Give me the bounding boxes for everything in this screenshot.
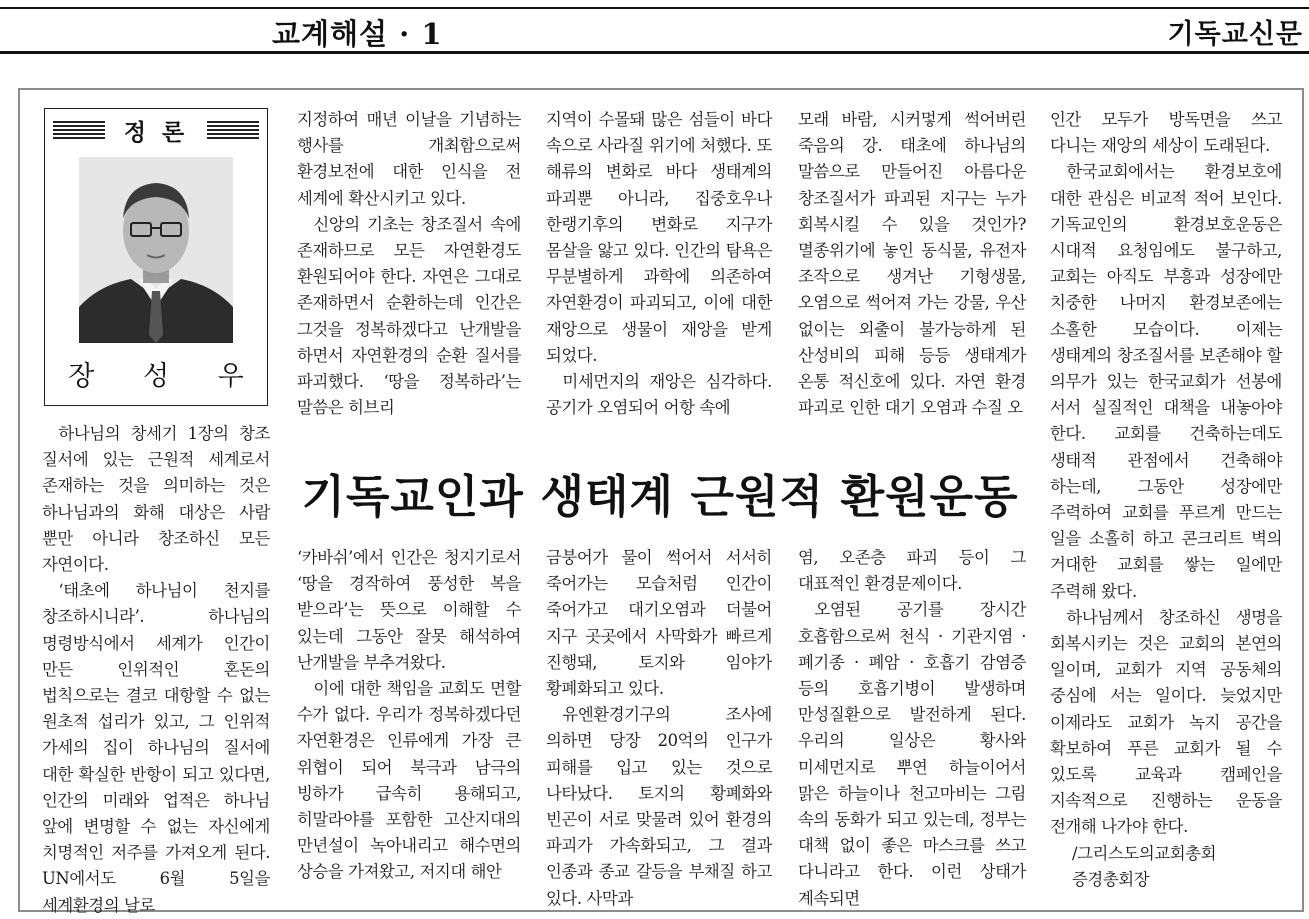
paragraph: 금붕어가 물이 썩어서 서서히 죽어가는 모습처럼 인간이 죽어가고 대기오염과 더불어 지구 곳곳에서 사막화가 빠르게 진행돼, 토지와 임야가 황폐화되고 있다.	[546, 548, 772, 699]
category-label: 정 론	[123, 119, 189, 146]
column-2-upper	[297, 107, 521, 421]
section-title: 교계해설 · 1	[272, 17, 443, 51]
paragraph: 하나님께서 창조하신 생명을 회복시키는 것은 교회의 본연의 일이며, 교회가 지역 공동체의 중심에 서는 일이다. 늦었지만 이제라도 교회가 녹지 공간을 확보하여 푸른 교회가 될 수 있도록 교육과 캠페인을 지속적으로 진행하는 운동을 전개해 나가야 한다.	[1050, 607, 1282, 837]
author-portrait-icon	[79, 157, 233, 343]
header-bottom-rule	[0, 51, 1309, 54]
paragraph: 오염된 공기를 장시간 호흡함으로써 천식 · 기관지염 · 폐기종 · 폐암 · 호흡기 감염증 등의 호흡기병이 발생하며 만성질환으로 발전하게 된다. 우리의 일상은 황사와 미세먼지로 뿌연 하늘이어서 맑은 하늘이나 천고마비는 그림 속의 동화가 되고 있는데, 정부는 대책 없이 좋은 마스크를 쓰고 다니라고 한다. 이런 상태가 계속되면	[798, 600, 1026, 908]
paragraph: 이에 대한 책임을 교회도 면할 수가 없다. 우리가 정복하겠다던 자연환경은 인류에게 가장 큰 위협이 되어 북극과 남극의 빙하가 급속히 용해되고, 히말라야를 포함한 고산지대의 만년설이 녹아내리고 해수면의 상승을 가져왔고, 저지대 해안	[297, 679, 521, 882]
column-5	[1050, 107, 1282, 893]
column-2-lower	[297, 545, 521, 886]
column-1	[42, 421, 270, 919]
article-headline: 기독교인과 생태계 근원적 환원운동	[301, 470, 1019, 523]
author-name: 장 성 우	[68, 361, 264, 392]
column-3-lower	[546, 545, 772, 912]
paragraph: 지역이 수몰돼 많은 섬들이 바다 속으로 사라질 위기에 처했다. 또 해류의 변화로 바다 생태계의 파괴뿐 아니라, 집중호우나 한랭기후의 변화로 지구가 몸살을 앓고 있다. 인간의 탐욕은 무분별하게 과학에 의존하여 자연환경이 파괴되고, 이에 대한 재앙으로 생물이 재앙을 받게 되었다.	[546, 110, 772, 365]
column-3-upper	[546, 107, 772, 421]
paragraph: 인간 모두가 방독면을 쓰고 다니는 재앙의 세상이 도래된다.	[1050, 110, 1282, 156]
header-top-rule	[0, 7, 1309, 9]
column-4-lower	[798, 545, 1026, 912]
paragraph: ‘카바쉬’에서 인간은 청지기로서 ‘땅을 경작하여 풍성한 복을 받으라’는 뜻으로 이해할 수 있는데 그동안 잘못 해석하여 난개발을 부추겨왔다.	[297, 548, 521, 672]
paragraph: 모래 바람, 시커멓게 썩어버린 죽음의 강. 태초에 하나님의 말씀으로 만들어진 아름다운 창조질서가 파괴된 지구는 누가 회복시킬 수 있을 것인가? 멸종위기에 놓인 동식물, 유전자 조작으로 생겨난 기형생물, 오염으로 썩어져 가는 강물, 우산 없이는 외출이 불가능하게 된 산성비의 피해 등등 생태계가 온통 적신호에 있다. 자연 환경 파괴로 인한 대기 오염과 수질 오	[798, 110, 1026, 418]
paragraph: ‘태초에 하나님이 천지를 창조하시니라’. 하나님의 명령방식에서 세계가 인간이 만든 인위적인 혼돈의 법칙으로는 결코 대항할 수 없는 원초적 섭리가 있고, 그 인위적 가세의 집이 하나님의 질서에 대한 확실한 반항이 되고 있다면, 인간의 미래와 업적은 하나님 앞에 변명할 수 없는 자신에게 치명적인 저주를 가져오게 된다. UN에서도 6월 5일을 세계환경의 날로	[42, 581, 270, 915]
paragraph: 한국교회에서는 환경보호에 대한 관심은 비교적 적어 보인다. 기독교인의 환경보호운동은 시대적 요청임에도 불구하고, 교회는 아직도 부흥과 성장에만 치중한 나머지 환경보존에는 소홀한 모습이다. 이제는 생태계의 창조질서를 보존해야 할 의무가 있는 한국교회가 선봉에 서서 실질적인 대책을 내놓아야 한다. 교회를 건축하는데도 생태적 관점에서 건축해야 하는데, 그동안 성장에만 주력하여 교회를 푸르게 만드는 일을 소홀히 하고 콘크리트 벽의 거대한 교회를 쌓는 일에만 주력해 왔다.	[1050, 162, 1282, 601]
paragraph: 염, 오존층 파괴 등이 그 대표적인 환경문제이다.	[798, 548, 1026, 594]
paragraph: 유엔환경기구의 조사에 의하면 당장 20억의 인구가 피해를 입고 있는 것으로 나타났다. 토지의 황폐화와 빈곤이 서로 맞물려 있어 환경의 파괴가 가속화되고, 그 결과 인종과 종교 갈등을 부채질 하고 있다. 사막과	[546, 705, 772, 908]
author-byline: /그리스도의교회총회 증경총회장	[1072, 843, 1217, 889]
column-4-upper	[798, 107, 1026, 421]
category-box	[44, 108, 268, 406]
newspaper-name: 기독교신문	[1167, 19, 1303, 50]
paragraph: 신앙의 기초는 창조질서 속에 존재하므로 모든 자연환경도 환원되어야 한다. 자연은 그대로 존재하면서 순환하는데 인간은 그것을 정복하겠다고 난개발을 하면서 자연환경의 순환 질서를 파괴했다. ‘땅을 정복하라’는 말씀은 히브리	[297, 214, 521, 418]
paragraph: 미세먼지의 재앙은 심각하다. 공기가 오염되어 어항 속에	[546, 372, 772, 418]
paragraph: 하나님의 창세기 1장의 창조 질서에 있는 근원적 세계로서 존재하는 것을 의미하는 것은 하나님과의 화해 대상은 사람 뿐만 아니라 창조하신 모든 자연이다.	[42, 424, 270, 575]
paragraph: 지정하여 매년 이날을 기념하는 행사를 개최함으로써 환경보전에 대한 인식을 전 세계에 확산시키고 있다.	[297, 110, 521, 208]
